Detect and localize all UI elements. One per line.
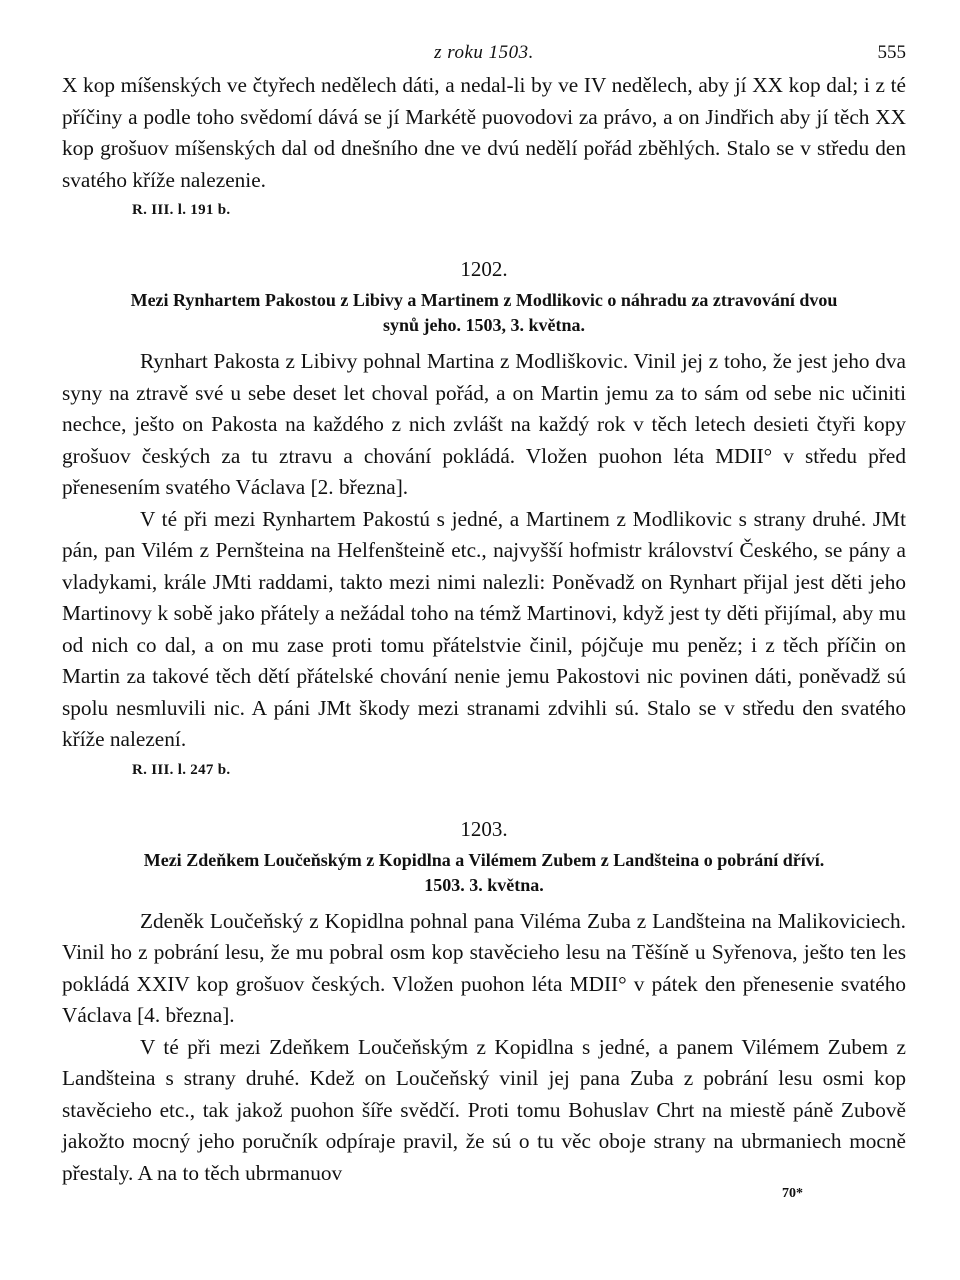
body-paragraph: Zdeněk Loučeňský z Kopidlna pohnal pana Viléma Zuba z Landšteina na Malikoviciech. Vinil ho z pobrání lesu, že mu pobral osm kop stavěcieho lesu na Těšíně u Syřenova, ješto ten les pokládá XXIV kop grošuov českých. Vložen puohon léta MDII° v pátek den přenesenie svatého Václava [4. března].	[62, 908, 906, 1027]
archive-reference: R. III. l. 247 b.	[132, 761, 231, 778]
document-page	[62, 36, 906, 1189]
document-number: 1202.	[460, 257, 508, 281]
document-title-line: Mezi Rynhartem Pakostou z Libivy a Martinem z Modlikovic o náhradu za ztravování dvou	[130, 290, 838, 310]
body-paragraph: V té při mezi Zdeňkem Loučeňským z Kopidlna s jedné, a panem Vilémem Zubem z Landšteina s strany druhé. Kdež on Loučeňský vinil jej pana Zuba z pobrání lesu osmi kop stavěcieho etc., tak jakož puohon šíře svědčí. Proti tomu Bohuslav Chrt na miestě páně Zubově jakožto mocný jeho poručník odpíraje pravil, že sú o tu věc oboje strany na ubrmaniech mocně přestaly. A na to těch ubrmanuov	[62, 1034, 906, 1185]
body-paragraph: Rynhart Pakosta z Libivy pohnal Martina z Modliškovic. Vinil jej z toho, že jest jeho dva syny na ztravě své u sebe deset let choval pořád, a on Martin jemu za to sám od sebe nic učiniti nechce, ješto on Pakosta na každého z nich zvlášt na každý rok v těch letech desieti čtyři kopy grošuov českých za tu ztravu a chování pokládá. Vložen puohon léta MDII° v středu před přenesením svatého Václava [2. března].	[62, 349, 906, 499]
document-title-line: Mezi Zdeňkem Loučeňským z Kopidlna a Vilémem Zubem z Landšteina o pobrání dříví.	[143, 849, 825, 870]
document-number: 1203.	[460, 816, 508, 841]
body-paragraph: V té při mezi Rynhartem Pakostú s jedné, a Martinem z Modlikovic s strany druhé. JMt pán, pan Vilém z Pernšteina na Helfenšteině etc., najvyšší hofmistr království Českého, se pány a vladykami, krále JMti raddami, takto mezi nimi nalezli: Poněvadž on Rynhart přijal jest děti jeho Martinovy k sobě jako přátely a nežádal toho na témž Martinovi, když jest ty děti přijímal, aby mu od nich co dal, a on mu zase proti tomu přátelstvie činil, pójčuje mu peněz; i z těch příčin on Martin za takové těch dětí přátelské chování nenie jemu Pakostovi nic povinen dáti, poněvadž sú spolu nesmluvili nic. A páni JMt škody mezi stranami zdvihli sú. Stalo se v středu den svatého kříže nalezení.	[62, 506, 906, 751]
archive-reference: R. III. l. 191 b.	[132, 202, 231, 218]
document-title	[62, 288, 906, 338]
sheet-signature: 70*	[782, 1186, 803, 1201]
document-title-line: 1503. 3. května.	[424, 874, 544, 895]
running-title: z roku 1503.	[434, 42, 534, 63]
page-header	[62, 36, 906, 70]
document-title	[62, 848, 906, 898]
document-title-line: synů jeho. 1503, 3. května.	[382, 315, 586, 335]
continuation-paragraph: X kop míšenských ve čtyřech nedělech dáti, a nedal-li by ve IV nedělech, aby jí XX kop dal; i z té příčiny a podle toho svědomí dává se jí Markétě puovodovi za právo, a on Jindřich aby jí těch XX kop grošuov míšenských dal od dnešního dne ve dvú nedělí pořád zběhlých. Stalo se v středu den svatého kříže nalezenie.	[62, 73, 906, 192]
page-number: 555	[877, 42, 906, 63]
